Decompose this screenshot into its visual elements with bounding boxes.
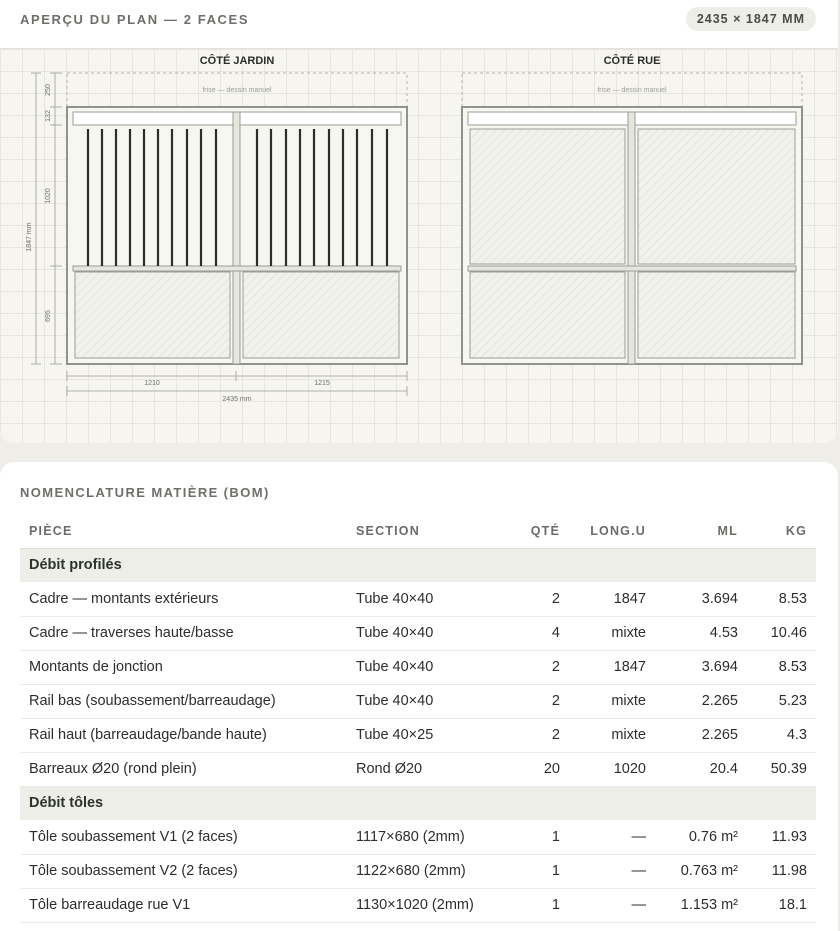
cell-piece: Rail haut (barreaudage/bande haute) — [20, 718, 356, 752]
table-row — [20, 888, 816, 922]
col-section: SECTION — [356, 514, 516, 548]
col-ml: ML — [646, 514, 738, 548]
bom-group-row — [20, 548, 816, 582]
cell-ml: 20.4 — [646, 752, 738, 786]
cell-long: mixte — [560, 616, 646, 650]
cell-kg: 8.53 — [738, 650, 816, 684]
table-row — [20, 582, 816, 616]
table-row — [20, 718, 816, 752]
bom-header-row — [20, 514, 816, 548]
cell-qte: 2 — [516, 582, 560, 616]
col-kg: KG — [738, 514, 816, 548]
cell-piece: Cadre — traverses haute/basse — [20, 616, 356, 650]
cell-long: 1020 — [560, 752, 646, 786]
cell-piece: Rail bas (soubassement/barreaudage) — [20, 684, 356, 718]
cell-kg: 18.1 — [738, 888, 816, 922]
cell-long: 1847 — [560, 650, 646, 684]
horizontal-dimensions — [67, 371, 407, 396]
cell-section: Tube 40×40 — [356, 684, 516, 718]
bom-group-label: Débit profilés — [20, 548, 816, 582]
cell-kg: 11.93 — [738, 820, 816, 854]
cell-qte: 1 — [516, 888, 560, 922]
cell-long: — — [560, 820, 646, 854]
face-title-jardin: CÔTÉ JARDIN — [199, 55, 275, 67]
dim-top-band: 132 — [45, 110, 52, 122]
bom-body — [20, 548, 816, 922]
cell-piece: Tôle soubassement V1 (2 faces) — [20, 820, 356, 854]
cell-long: 1847 — [560, 582, 646, 616]
dimensions-badge: 2435 × 1847 MM — [686, 7, 816, 31]
cell-kg: 50.39 — [738, 752, 816, 786]
plan-preview-header — [0, 0, 838, 28]
bom-card — [0, 462, 838, 931]
table-row — [20, 820, 816, 854]
cell-section: 1122×680 (2mm) — [356, 854, 516, 888]
dim-frieze: 250 — [45, 84, 52, 96]
plan-drawing — [0, 49, 838, 443]
cell-kg: 4.3 — [738, 718, 816, 752]
cell-long: — — [560, 888, 646, 922]
plan-preview-title: APERÇU DU PLAN — 2 FACES — [20, 12, 250, 27]
cell-section: Tube 40×40 — [356, 650, 516, 684]
col-qte: QTÉ — [516, 514, 560, 548]
cell-piece: Montants de jonction — [20, 650, 356, 684]
cell-piece: Tôle soubassement V2 (2 faces) — [20, 854, 356, 888]
dim-right-width: 1215 — [314, 380, 330, 387]
table-row — [20, 752, 816, 786]
cell-piece: Tôle barreaudage rue V1 — [20, 888, 356, 922]
cell-ml: 1.153 m² — [646, 888, 738, 922]
table-row — [20, 684, 816, 718]
frieze-label-rue: frise — dessin manuel — [597, 87, 667, 94]
bom-table — [20, 514, 816, 923]
cell-section: Rond Ø20 — [356, 752, 516, 786]
cell-piece: Cadre — montants extérieurs — [20, 582, 356, 616]
cell-section: Tube 40×25 — [356, 718, 516, 752]
cell-long: mixte — [560, 684, 646, 718]
dim-left-width: 1210 — [144, 380, 160, 387]
cell-ml: 3.694 — [646, 650, 738, 684]
cell-section: Tube 40×40 — [356, 616, 516, 650]
col-long: LONG.U — [560, 514, 646, 548]
cell-ml: 0.763 m² — [646, 854, 738, 888]
cell-qte: 20 — [516, 752, 560, 786]
cell-kg: 8.53 — [738, 582, 816, 616]
col-piece: PIÈCE — [20, 514, 356, 548]
cell-qte: 2 — [516, 684, 560, 718]
cell-kg: 11.98 — [738, 854, 816, 888]
bom-title: NOMENCLATURE MATIÈRE (BOM) — [20, 485, 270, 500]
cell-section: Tube 40×40 — [356, 582, 516, 616]
gate-frame-rue — [462, 107, 802, 364]
cell-ml: 0.76 m² — [646, 820, 738, 854]
dim-bars: 1020 — [45, 188, 52, 204]
cell-ml: 4.53 — [646, 616, 738, 650]
cell-section: 1117×680 (2mm) — [356, 820, 516, 854]
dim-base: 695 — [45, 310, 52, 322]
cell-qte: 1 — [516, 854, 560, 888]
cell-ml: 2.265 — [646, 684, 738, 718]
bom-group-label: Débit tôles — [20, 786, 816, 820]
cell-kg: 10.46 — [738, 616, 816, 650]
cell-section: 1130×1020 (2mm) — [356, 888, 516, 922]
cell-qte: 4 — [516, 616, 560, 650]
face-title-rue: CÔTÉ RUE — [603, 55, 661, 67]
cell-kg: 5.23 — [738, 684, 816, 718]
dim-total-height: 1847 mm — [26, 222, 33, 252]
frieze-label-jardin: frise — dessin manuel — [202, 87, 272, 94]
bom-group-row — [20, 786, 816, 820]
plan-drawing-area — [0, 48, 838, 443]
cell-piece: Barreaux Ø20 (rond plein) — [20, 752, 356, 786]
cell-ml: 3.694 — [646, 582, 738, 616]
plan-preview-card — [0, 0, 838, 443]
cell-ml: 2.265 — [646, 718, 738, 752]
table-row — [20, 854, 816, 888]
table-row — [20, 650, 816, 684]
cell-qte: 2 — [516, 718, 560, 752]
cell-qte: 2 — [516, 650, 560, 684]
table-row — [20, 616, 816, 650]
cell-long: — — [560, 854, 646, 888]
dim-total-width: 2435 mm — [222, 396, 252, 403]
cell-qte: 1 — [516, 820, 560, 854]
cell-long: mixte — [560, 718, 646, 752]
